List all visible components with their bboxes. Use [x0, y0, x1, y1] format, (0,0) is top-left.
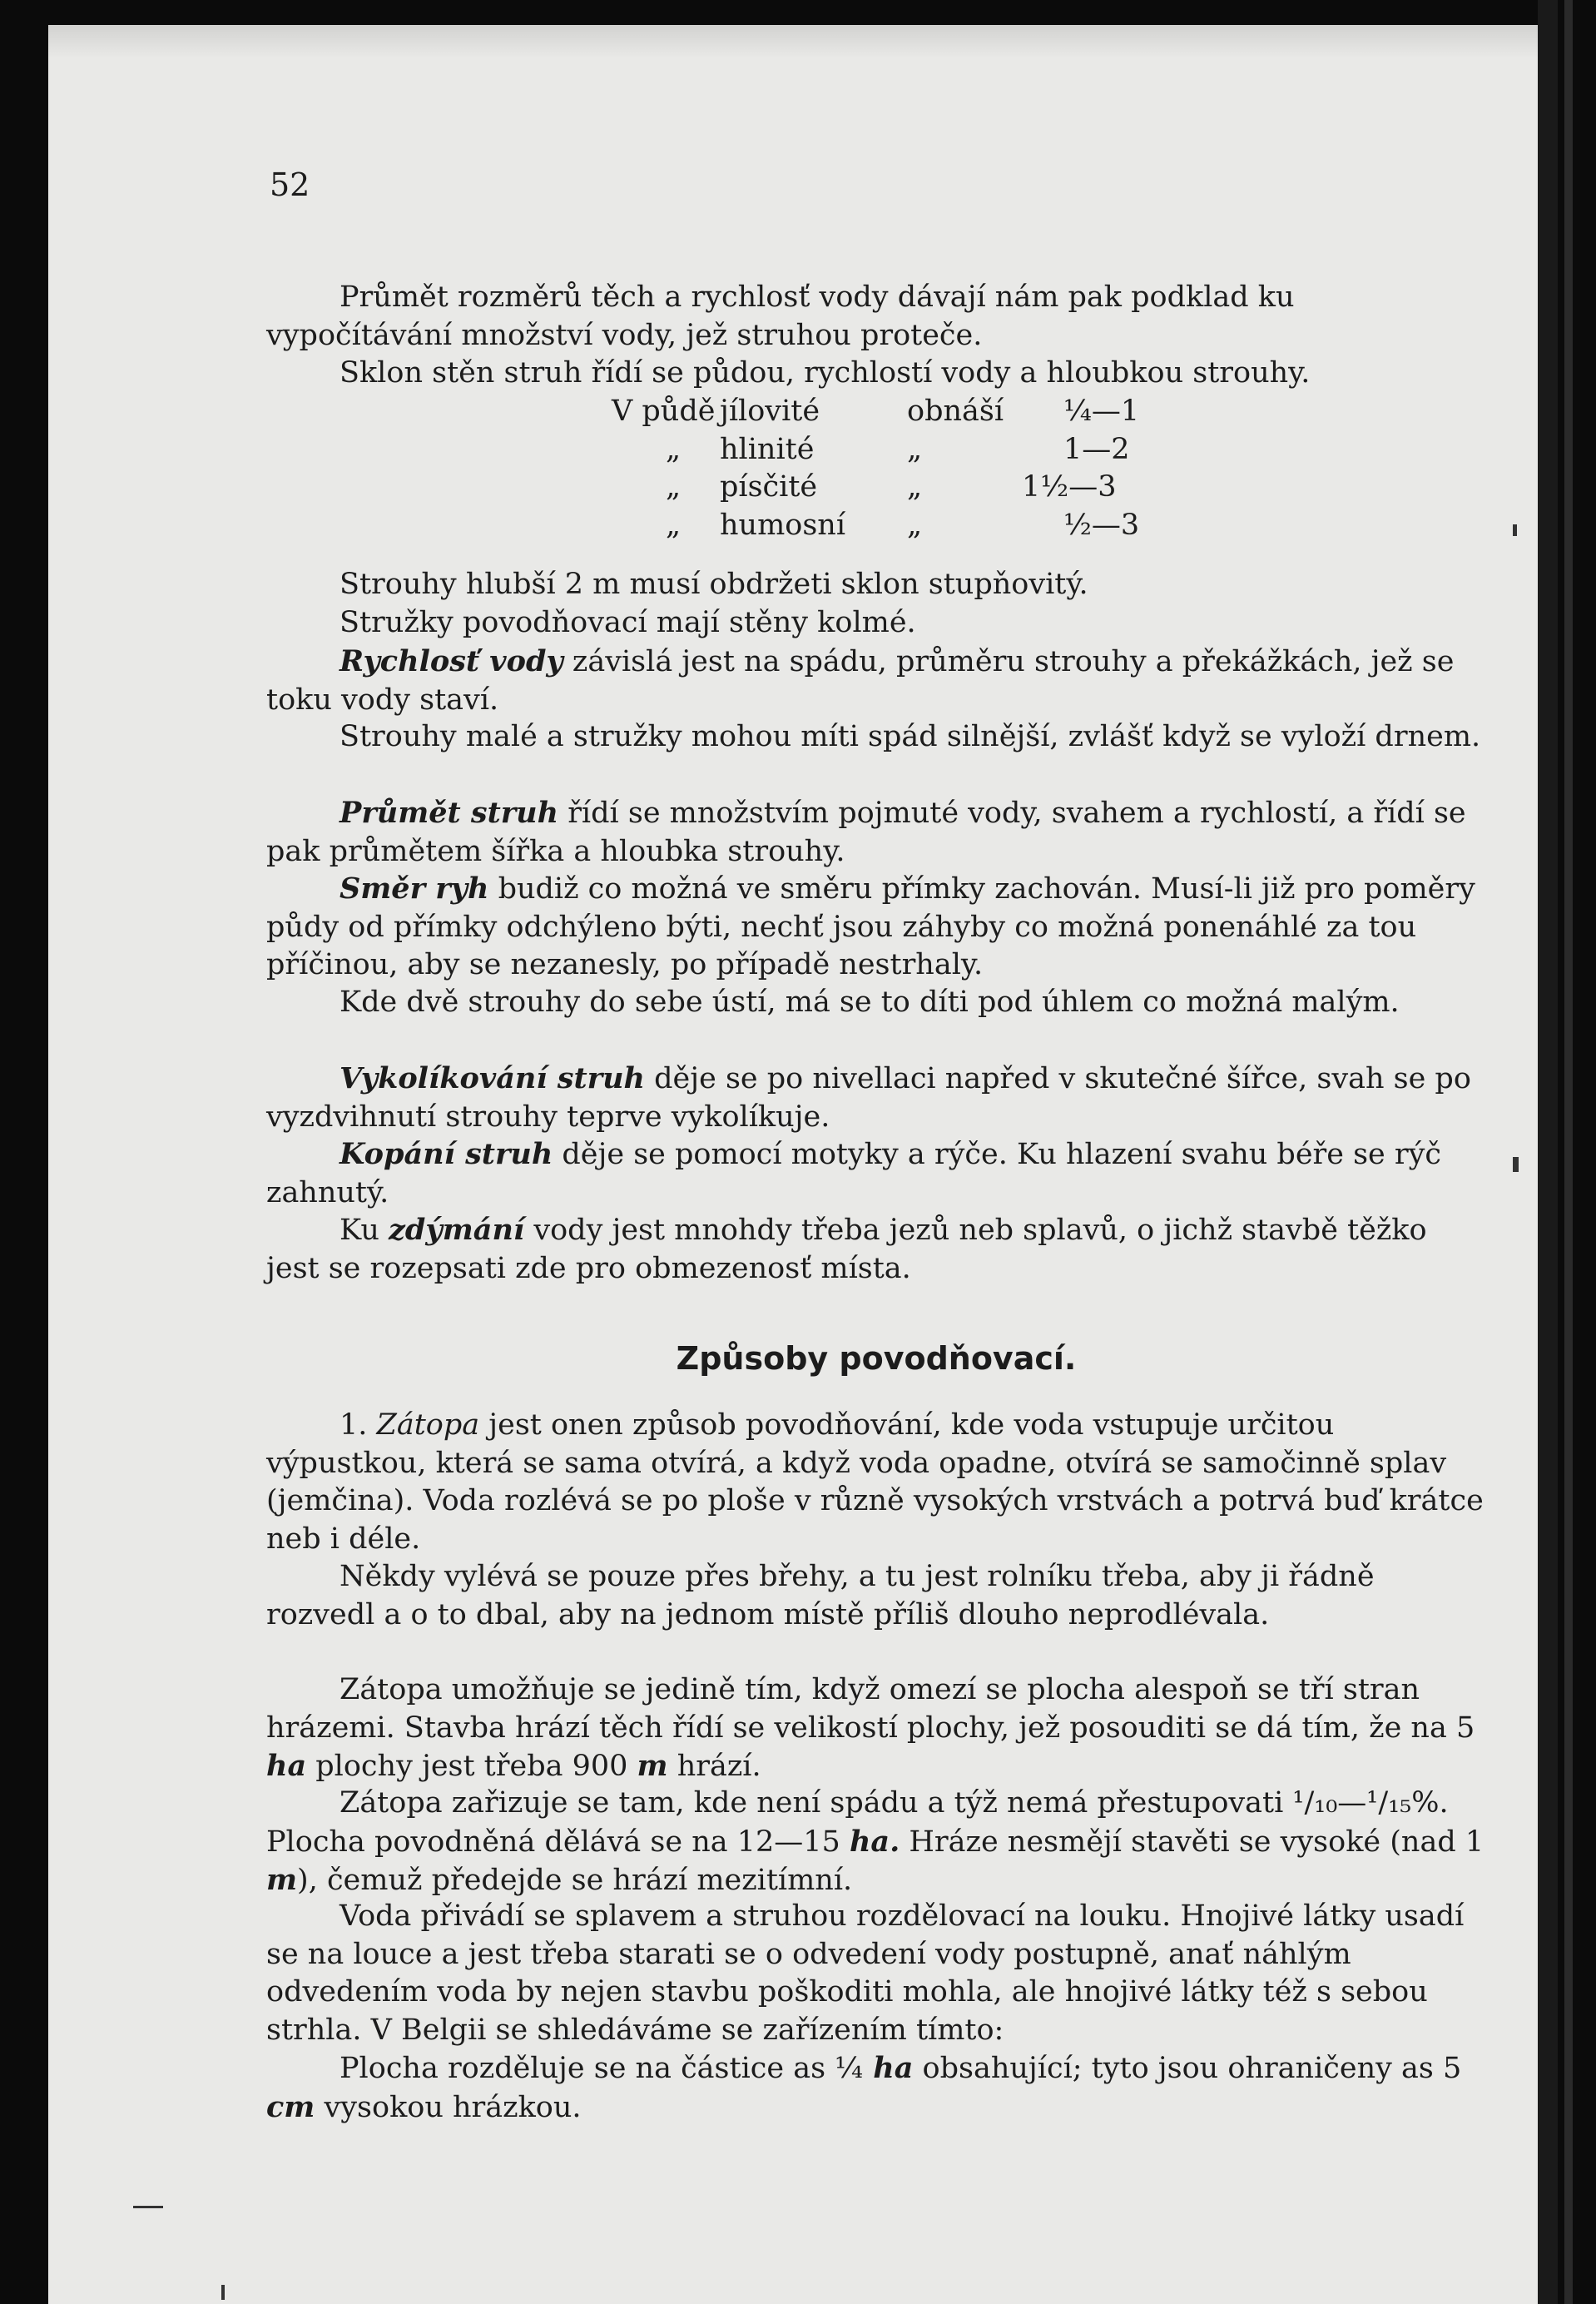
overflow-paragraph: Někdy vylévá se pouze přes břehy, a tu jest rolníku třeba, aby ji řádně rozvedl a o to dbal, aby na jednom místě příliš dlouho neprodlévala.	[266, 1560, 1375, 1631]
soil-name: písčité	[720, 470, 818, 504]
paragraph-text: budiž co možná ve směru přímky zachován. Musí-li již pro poměry půdy od přímky odchýleno býti, nechť jsou záhyby co možná ponenáhlé za tou příčinou, aby se nezanesly, po případě nestrhaly.	[266, 872, 1475, 981]
fraction: ¹/₁₀—¹/₁₅%.	[1292, 1786, 1449, 1820]
term-digging: Kopání struh	[340, 1137, 553, 1171]
paragraph-text: vody jest mnohdy třeba jezů neb splavů, o jichž stavbě těžko jest se rozepsati zde pro obmezenosť místa.	[266, 1214, 1427, 1285]
junction-paragraph: Kde dvě strouhy do sebe ústí, má se to díti pod úhlem co možná malým.	[340, 986, 1400, 1019]
paragraph-text: plochy jest třeba 900	[306, 1750, 637, 1783]
small-ditch-paragraph: Strouhy malé a stružky mohou míti spád silnější, zvlášť když se vyloží drnem.	[340, 720, 1481, 753]
fraction: ¼	[835, 2052, 864, 2085]
term-staking: Vykolíkování struh	[340, 1061, 646, 1095]
term-direction: Směr ryh	[340, 871, 489, 906]
slope-value: 1—2	[1063, 432, 1130, 466]
unit: ha	[863, 2051, 914, 2085]
paragraph-text: Plocha povodněná dělává se na 12—15	[266, 1825, 850, 1859]
paragraph-text: Plocha rozděluje se na částice as	[340, 2052, 835, 2085]
water-supply-paragraph: Voda přivádí se splavem a struhou rozdělovací na louku. Hnojivé látky usadí se na louce a jest třeba starati se o odvedení vody postupně, anať náhlým odvedením voda by nejen stavbu poškoditi mohla, ale hnojivé látky též s sebou strhla. V Belgii se shledáváme se zařízením tímto:	[266, 1899, 1465, 2047]
deep-ditch-paragraph: Strouhy hlubší 2 m musí obdržeti sklon stupňovitý.	[340, 568, 1088, 601]
scan-speck	[1513, 524, 1517, 536]
paragraph-text: vysokou hrázkou.	[315, 2090, 582, 2124]
paragraph-text: obsahující; tyto jsou ohraničeny as 5	[913, 2052, 1462, 2085]
channel-walls-paragraph: Stružky povodňovací mají stěny kolmé.	[340, 606, 916, 639]
section-heading: Způsoby povodňovací.	[676, 1340, 1077, 1377]
soil-prefix: „	[666, 432, 682, 466]
soil-prefix: „	[666, 470, 682, 504]
term-ditch-profile: Průmět struh	[340, 796, 559, 830]
paragraph-lead: 1.	[340, 1408, 377, 1442]
scanned-page	[48, 25, 1538, 2304]
soil-prefix: V půdě	[612, 395, 716, 428]
term-water-speed: Rychlosť vody	[340, 644, 563, 678]
water-speed-paragraph	[266, 643, 1486, 719]
scan-edge	[1564, 0, 1573, 2304]
scan-speck	[221, 2285, 225, 2300]
slope-value: ½—3	[1063, 508, 1140, 542]
paragraph-lead: Ku	[340, 1214, 389, 1247]
scan-speck	[133, 2206, 163, 2208]
embankment-paragraph	[266, 1671, 1486, 1786]
page-number: 52	[270, 166, 310, 203]
unit: cm	[266, 2089, 315, 2124]
weir-paragraph	[266, 1211, 1486, 1288]
staking-paragraph	[266, 1060, 1486, 1136]
intro-paragraph: Průmět rozměrů těch a rychlosť vody dávají nám pak podklad ku vypočítávání množství vody, jež struhou proteče.	[266, 281, 1295, 352]
unit: m	[637, 1749, 668, 1783]
digging-paragraph	[266, 1135, 1486, 1212]
paragraph-text: hrází.	[667, 1750, 761, 1783]
unit: ha.	[849, 1824, 900, 1859]
unit: ha	[266, 1749, 307, 1783]
paragraph-text: jest onen způsob povodňování, kde voda vstupuje určitou výpustkou, která se sama otvírá, a když voda opadne, otvírá se samočinně splav (jemčina). Voda rozlévá se po ploše v různě vysokých vrstvách a potrvá buď krátce neb i déle.	[266, 1408, 1484, 1556]
unit: m	[266, 1863, 298, 1897]
paragraph-text: ), čemuž předejde se hrází mezitímní.	[297, 1864, 853, 1897]
table-row	[266, 431, 1486, 469]
table-row	[266, 507, 1486, 545]
soil-name: humosní	[720, 508, 846, 542]
paragraph-text: děje se pomocí motyky a rýče. Ku hlazení svahu béře se rýč zahnutý.	[266, 1138, 1442, 1209]
soil-verb: „	[907, 432, 923, 466]
paragraph-text: řídí se množstvím pojmuté vody, svahem a rychlostí, a řídí se pak průmětem šířka a hloubka strouhy.	[266, 797, 1466, 868]
scan-edge	[1538, 0, 1558, 2304]
paragraph-text: Zátopa zařizuje se tam, kde není spádu a týž nemá přestupovati	[340, 1786, 1293, 1820]
slope-value: ¼—1	[1063, 395, 1140, 428]
soil-verb: „	[907, 508, 923, 542]
soil-name: hlinité	[720, 432, 815, 466]
term-damming: zdýmání	[389, 1213, 525, 1247]
ditch-profile-paragraph	[266, 794, 1486, 871]
paragraph-text: závislá jest na spádu, průměru strouhy a překážkách, jež se toku vody staví.	[266, 645, 1455, 717]
soil-verb: „	[907, 470, 923, 504]
slope-paragraph: Sklon stěn struh řídí se půdou, rychlostí vody a hloubkou strouhy.	[340, 356, 1311, 390]
scan-speck	[1513, 1157, 1519, 1172]
plot-division-paragraph	[266, 2049, 1486, 2127]
paragraph-text: Hráze nesmějí stavěti se vysoké (nad 1	[900, 1825, 1484, 1859]
setup-paragraph	[266, 1785, 1486, 1900]
soil-slope-table	[266, 393, 1486, 544]
term-flooding: Zátopa	[376, 1408, 480, 1442]
direction-paragraph	[266, 870, 1486, 985]
table-row	[266, 393, 1486, 431]
paragraph-text: děje se po nivellaci napřed v skutečné šířce, svah se po vyzdvihnutí strouhy teprve vykolíkuje.	[266, 1062, 1471, 1134]
flooding-paragraph	[266, 1407, 1486, 1558]
slope-value: 1½—3	[1022, 470, 1117, 504]
paragraph-text: Zátopa umožňuje se jedině tím, když omezí se plocha alespoň se tří stran hrázemi. Stavba hrází těch řídí se velikostí plochy, jež posouditi se dá tím, že na 5	[266, 1673, 1475, 1745]
table-row	[266, 469, 1486, 507]
soil-name: jílovité	[720, 395, 820, 428]
soil-prefix: „	[666, 508, 682, 542]
soil-verb: obnáší	[907, 395, 1004, 428]
